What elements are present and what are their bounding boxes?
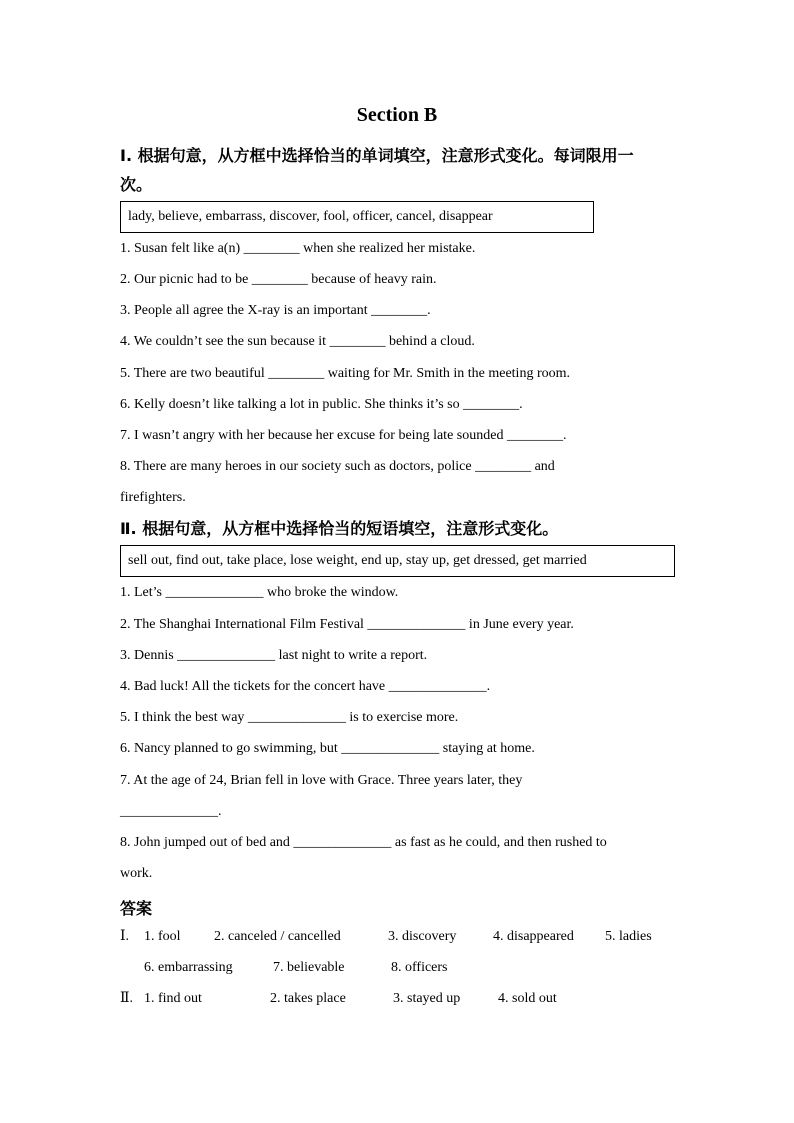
phrase-bank-box: sell out, find out, take place, lose weight, end up, stay up, get dressed, get married: [120, 545, 675, 577]
answer-1-4: 4. disappeared: [493, 929, 574, 944]
part2-question-5: 5. I think the best way ______________ is to exercise more.: [120, 710, 459, 725]
word-bank-box: lady, believe, embarrass, discover, fool, officer, cancel, disappear: [120, 201, 594, 233]
part1-question-8: 8. There are many heroes in our society such as doctors, police ________ and: [120, 459, 555, 474]
part1-question-2: 2. Our picnic had to be ________ because of heavy rain.: [120, 272, 437, 287]
part2-question-3: 3. Dennis ______________ last night to write a report.: [120, 648, 428, 663]
part2-question-8: 8. John jumped out of bed and ______________ as fast as he could, and then rushed to: [120, 835, 607, 850]
part2-heading: Ⅱ. 根据句意，从方框中选择恰当的短语填空，注意形式变化。: [120, 519, 559, 538]
answer-2-1: 1. find out: [144, 991, 202, 1006]
part1-heading-line1: Ⅰ. 根据句意，从方框中选择恰当的单词填空，注意形式变化。每词限用一: [120, 146, 634, 165]
part1-question-1: 1. Susan felt like a(n) ________ when she realized her mistake.: [120, 241, 476, 256]
part2-question-2: 2. The Shanghai International Film Festival ______________ in June every year.: [120, 617, 574, 632]
answer-1-7: 7. believable: [273, 960, 345, 975]
answer-1-8: 8. officers: [391, 960, 448, 975]
answers-title: 答案: [120, 899, 153, 918]
answer-1-2: 2. canceled / cancelled: [214, 929, 341, 944]
part1-heading-line2: 次。: [120, 175, 153, 194]
answer-1-3: 3. discovery: [388, 929, 457, 944]
part2-question-6: 6. Nancy planned to go swimming, but ______________ staying at home.: [120, 741, 535, 756]
answer-2-2: 2. takes place: [270, 991, 346, 1006]
part1-question-7: 7. I wasn’t angry with her because her excuse for being late sounded ________.: [120, 428, 567, 443]
part1-question-6: 6. Kelly doesn’t like talking a lot in public. She thinks it’s so ________.: [120, 397, 523, 412]
answer-1-5: 5. ladies: [605, 929, 652, 944]
part1-question-3: 3. People all agree the X-ray is an important ________.: [120, 303, 431, 318]
answer-2-3: 3. stayed up: [393, 991, 461, 1006]
section-title: Section B: [356, 104, 438, 126]
part1-question-4: 4. We couldn’t see the sun because it ________ behind a cloud.: [120, 334, 475, 349]
answer-2-4: 4. sold out: [498, 991, 557, 1006]
answer-1-6: 6. embarrassing: [144, 960, 233, 975]
part1-question-5: 5. There are two beautiful ________ waiting for Mr. Smith in the meeting room.: [120, 366, 570, 381]
answers-part2-label: Ⅱ.: [120, 991, 134, 1006]
part2-question-8-cont: work.: [120, 866, 153, 881]
part1-question-8-cont: firefighters.: [120, 490, 186, 505]
answers-part1-label: Ⅰ.: [120, 929, 130, 944]
part2-question-7-cont: ______________.: [120, 804, 222, 819]
answer-1-1: 1. fool: [144, 929, 181, 944]
part2-question-1: 1. Let’s ______________ who broke the window.: [120, 585, 399, 600]
part2-question-7: 7. At the age of 24, Brian fell in love with Grace. Three years later, they: [120, 773, 523, 788]
part2-question-4: 4. Bad luck! All the tickets for the concert have ______________.: [120, 679, 491, 694]
